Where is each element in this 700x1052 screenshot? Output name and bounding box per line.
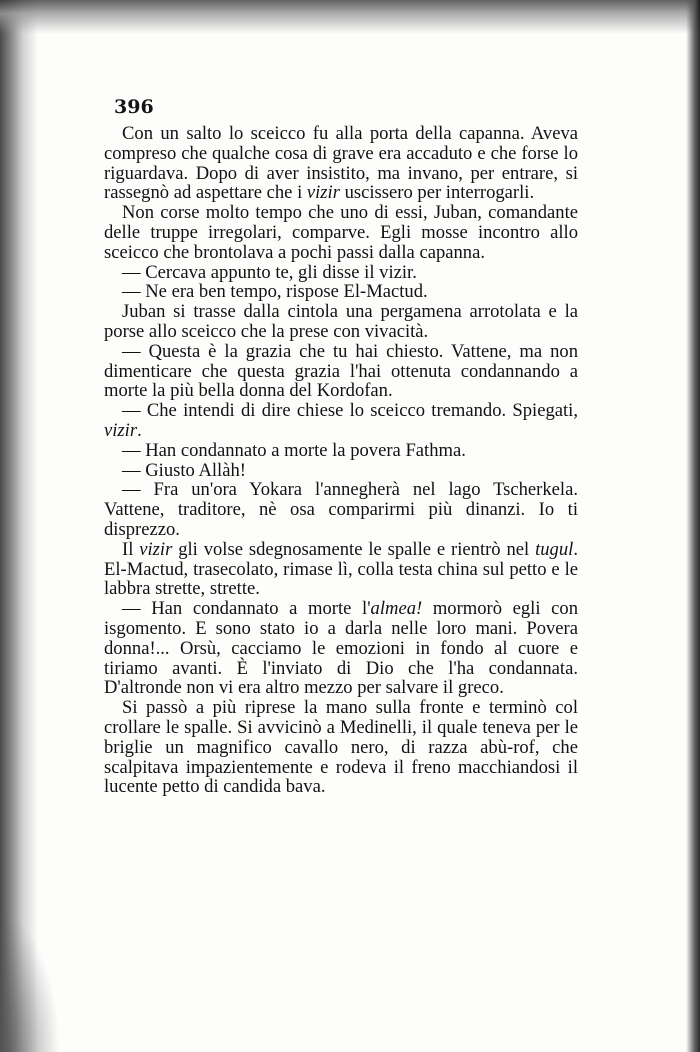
text-run: — Fra un'ora Yokara l'annegherà nel lago Tscherkela. Vattene, traditore, nè osa comparirmi più dinanzi. Io ti disprezzo.	[104, 479, 578, 540]
paragraph	[104, 263, 578, 283]
paragraph	[104, 540, 578, 599]
text-run: .	[137, 419, 142, 441]
paragraph	[104, 441, 578, 461]
text-run: uscissero per interrogarli.	[339, 182, 535, 204]
paragraph	[104, 599, 578, 698]
italic-run: almea!	[370, 598, 423, 620]
paragraph	[104, 342, 578, 401]
paragraph	[104, 124, 578, 203]
text-run: — Cercava appunto te, gli disse il vizir.	[122, 261, 417, 283]
text-run: Con un salto lo sceicco fu alla porta della capanna. Aveva compreso che qualche cosa di grave era accaduto e che forse lo riguardava. Dopo di aver insistito, ma invano, per entrare, si rassegnò ad aspettare che i	[104, 123, 578, 204]
paragraph	[104, 203, 578, 262]
italic-run: tugul	[535, 538, 574, 560]
text-run: — Han condannato a morte l'	[122, 598, 371, 620]
paragraph	[104, 302, 578, 342]
italic-run: vizir	[306, 182, 340, 204]
text-run: — Han condannato a morte la povera Fathma.	[122, 439, 466, 461]
paragraph	[104, 461, 578, 481]
text-run: — Che intendi di dire chiese lo sceicco tremando. Spiegati,	[122, 400, 578, 422]
body-text	[104, 124, 578, 797]
text-run: — Questa è la grazia che tu hai chiesto. Vattene, ma non dimenticare che questa grazia l'hai ottenuta condannando a morte la più bella donna del Kordofan.	[104, 340, 578, 402]
text-run: . El-Mactud, trasecolato, rimase lì, colla testa china sul petto e le labbra strette, strette.	[104, 538, 578, 600]
text-run: Si passò a più riprese la mano sulla fronte e terminò col crollare le spalle. Si avvicinò a Medinelli, il quale teneva per le briglie un magnifico cavallo nero, di razza abù-rof, che scalpitava impazientemente e rodeva il freno macchiandosi il lucente petto di candida bava.	[104, 697, 578, 798]
text-run: Juban si trasse dalla cintola una pergamena arrotolata e la porse allo sceicco che la prese con vivacità.	[104, 301, 578, 342]
scan-shadow-left	[0, 0, 38, 1052]
paragraph	[104, 401, 578, 441]
paragraph	[104, 480, 578, 539]
scan-shadow-right	[686, 0, 700, 1052]
paragraph	[104, 282, 578, 302]
text-run: Il	[122, 538, 140, 560]
scan-shadow-top	[0, 0, 700, 34]
italic-run: vizir	[139, 538, 173, 560]
page-number: 396	[114, 96, 154, 118]
paragraph	[104, 698, 578, 797]
text-run: — Ne era ben tempo, rispose El-Mactud.	[122, 281, 428, 303]
italic-run: vizir	[104, 419, 138, 441]
scan-shadow-bottom-left	[0, 912, 60, 1052]
text-run: mormorò egli con isgomento. E sono stato io a darla nelle loro mani. Povera donna!... Orsù, cacciamo le emozioni in fondo al cuore e tiriamo avanti. È l'inviato di Dio che l'ha condannata. D'altronde non vi era altro mezzo per salvare il greco.	[104, 598, 578, 699]
text-run: Non corse molto tempo che uno di essi, Juban, comandante delle truppe irregolari, comparve. Egli mosse incontro allo sceicco che brontolava a pochi passi dalla capanna.	[104, 202, 578, 263]
text-run: gli volse sdegnosamente le spalle e rientrò nel	[172, 538, 536, 560]
text-run: — Giusto Allàh!	[122, 459, 246, 481]
